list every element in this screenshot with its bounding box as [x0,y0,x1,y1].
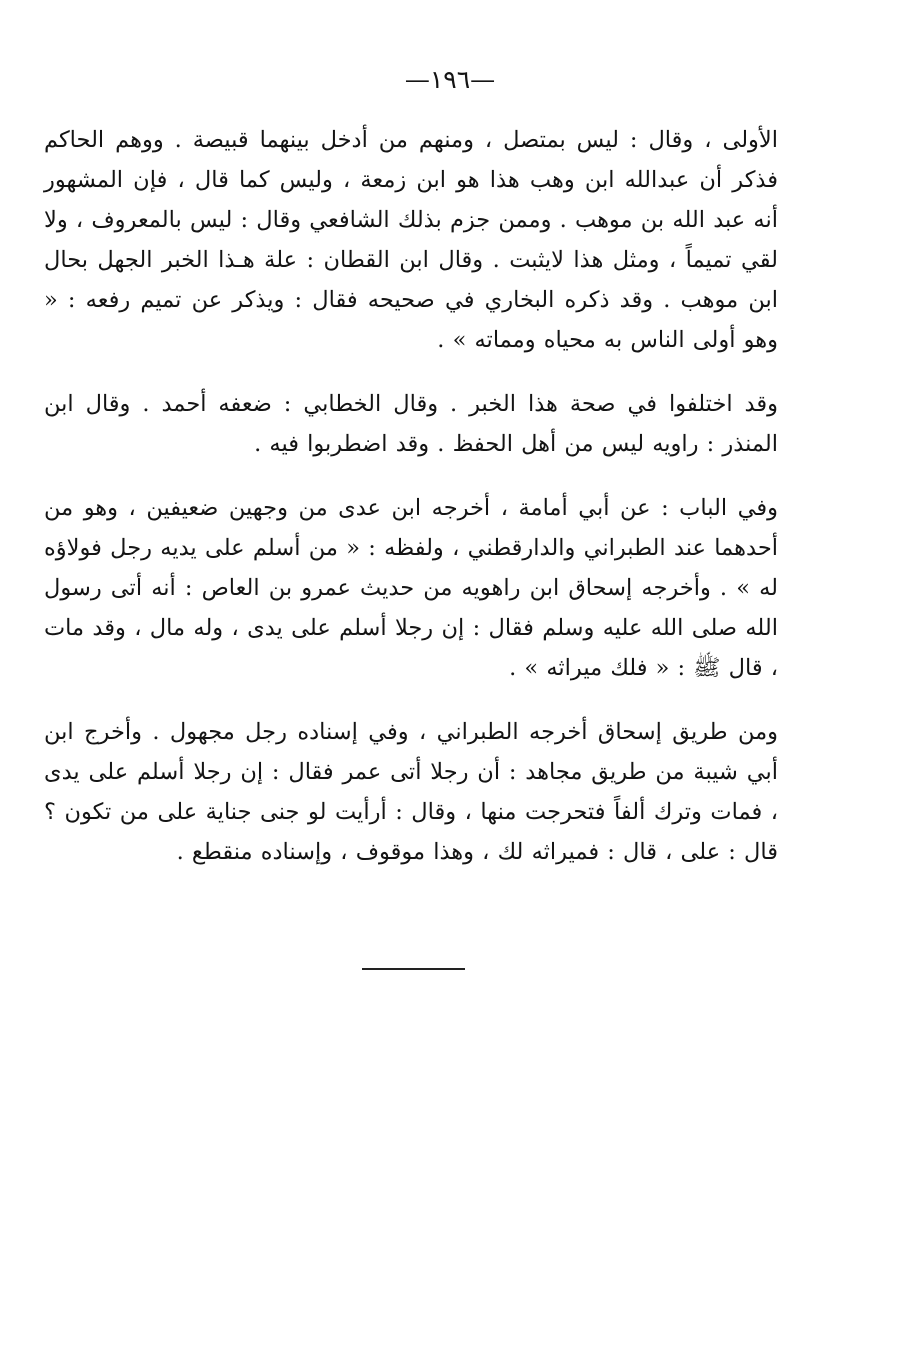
paragraph-4: ومن طريق إسحاق أخرجه الطبراني ، وفي إسناده رجل مجهول . وأخرج ابن أبي شيبة من طريق مجاهد : أن رجلا أتى عمر فقال : إن رجلا أسلم على يدى ، فمات وترك ألفاً فتحرجت منها ، وقال : أرأيت لو جنى جناية على من تكون ؟ قال : على ، قال : فميراثه لك ، وهذا موقوف ، وإسناده منقطع . [44,719,778,865]
paragraph-2: وقد اختلفوا في صحة هذا الخبر . وقال الخطابي : ضعفه أحمد . وقال ابن المنذر : راويه ليس من أهل الحفظ . وقد اضطربوا فيه . [44,391,778,457]
body-text [44,120,778,896]
end-of-text-rule [362,968,465,970]
paragraph-3: وفي الباب : عن أبي أمامة ، أخرجه ابن عدى من وجهين ضعيفين ، وهو من أحدهما عند الطبراني والدارقطني ، ولفظه : « من أسلم على يديه رجل فولاؤه له » . وأخرجه إسحاق ابن راهويه من حديث عمرو بن العاص : أنه أتى رسول الله صلى الله عليه وسلم فقال : إن رجلا أسلم على يدى ، وله مال ، وقد مات ، قال ﷺ : « فلك ميراثه » . [44,495,778,681]
page-number: —١٩٦— [404,65,496,94]
paragraph-1: الأولى ، وقال : ليس بمتصل ، ومنهم من أدخل بينهما قبيصة . ووهم الحاكم فذكر أن عبدالله ابن وهب هذا هو ابن زمعة ، وليس كما قال ، فإن المشهور أنه عبد الله بن موهب . وممن جزم بذلك الشافعي وقال : ليس بالمعروف ، ولا لقي تميماً ، ومثل هذا لايثبت . وقال ابن القطان : علة هـذا الخبر الجهل بحال ابن موهب . وقد ذكره البخاري في صحيحه فقال : ويذكر عن تميم رفعه : « وهو أولى الناس به محياه ومماته » . [44,127,778,353]
